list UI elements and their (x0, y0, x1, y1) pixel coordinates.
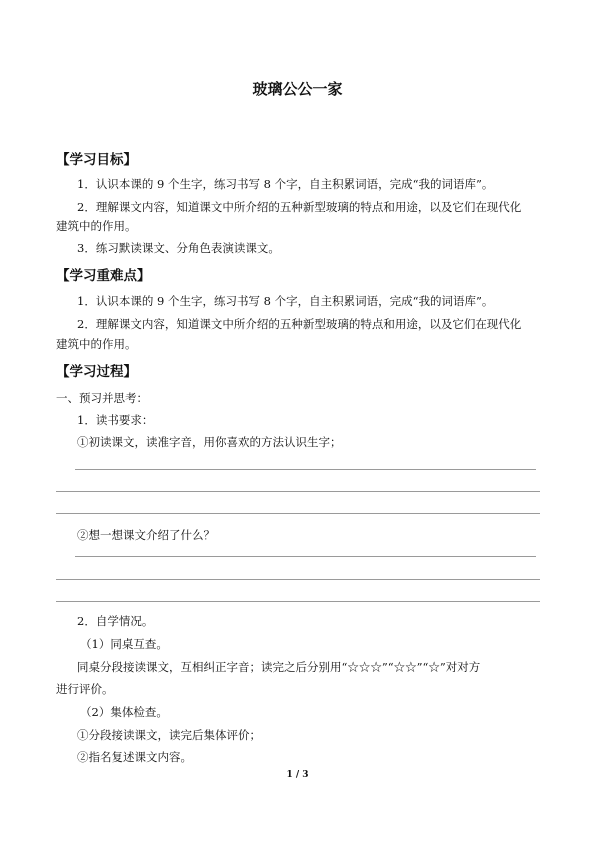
goal-item-2: 2．理解课文内容，知道课文中所介绍的五种新型玻璃的特点和用途，以及它们在现代化 (77, 200, 522, 214)
answer-line (56, 491, 540, 492)
section-heading-key-points: 【学习重难点】 (56, 268, 151, 284)
answer-line (75, 469, 536, 470)
goal-item-1: 1．认识本课的 9 个生字，练习书写 8 个字，自主积累词语，完成“我的词语库”。 (77, 177, 494, 191)
section-heading-process: 【学习过程】 (56, 364, 137, 380)
key-point-item-2: 2．理解课文内容，知道课文中所介绍的五种新型玻璃的特点和用途，以及它们在现代化 (77, 317, 522, 331)
group-check-item-2: ②指名复述课文内容。 (77, 750, 192, 764)
answer-line (56, 601, 540, 602)
answer-line (75, 556, 536, 557)
page-number: 1 / 3 (286, 770, 309, 780)
reading-requirement: 1．读书要求： (77, 413, 154, 427)
goal-item-2-cont: 建筑中的作用。 (56, 219, 137, 233)
group-check-item-1: ①分段接读课文，读完后集体评价； (77, 728, 261, 742)
page-title: 玻璃公公一家 (252, 80, 343, 98)
key-point-item-1: 1．认识本课的 9 个生字，练习书写 8 个字，自主积累词语，完成“我的词语库”。 (77, 294, 494, 308)
section-heading-goals: 【学习目标】 (56, 152, 137, 168)
key-point-item-2-cont: 建筑中的作用。 (56, 337, 137, 351)
question-1: ①初读课文，读准字音，用你喜欢的方法认识生字； (77, 435, 342, 449)
desk-check-text-cont: 进行评价。 (56, 682, 114, 696)
desk-check-heading: （1）同桌互查。 (80, 637, 168, 651)
answer-line (56, 579, 540, 580)
answer-line (56, 513, 540, 514)
process-part-1: 一、预习并思考： (56, 391, 148, 405)
desk-check-text: 同桌分段接读课文，互相纠正字音；读完之后分别用“☆☆☆”“☆☆”“☆”对对方 (77, 660, 481, 674)
question-2: ②想一想课文介绍了什么？ (77, 528, 215, 542)
goal-item-3: 3．练习默读课文、分角色表演读课文。 (77, 241, 280, 255)
group-check-heading: （2）集体检查。 (80, 705, 168, 719)
self-study: 2．自学情况。 (77, 614, 154, 628)
